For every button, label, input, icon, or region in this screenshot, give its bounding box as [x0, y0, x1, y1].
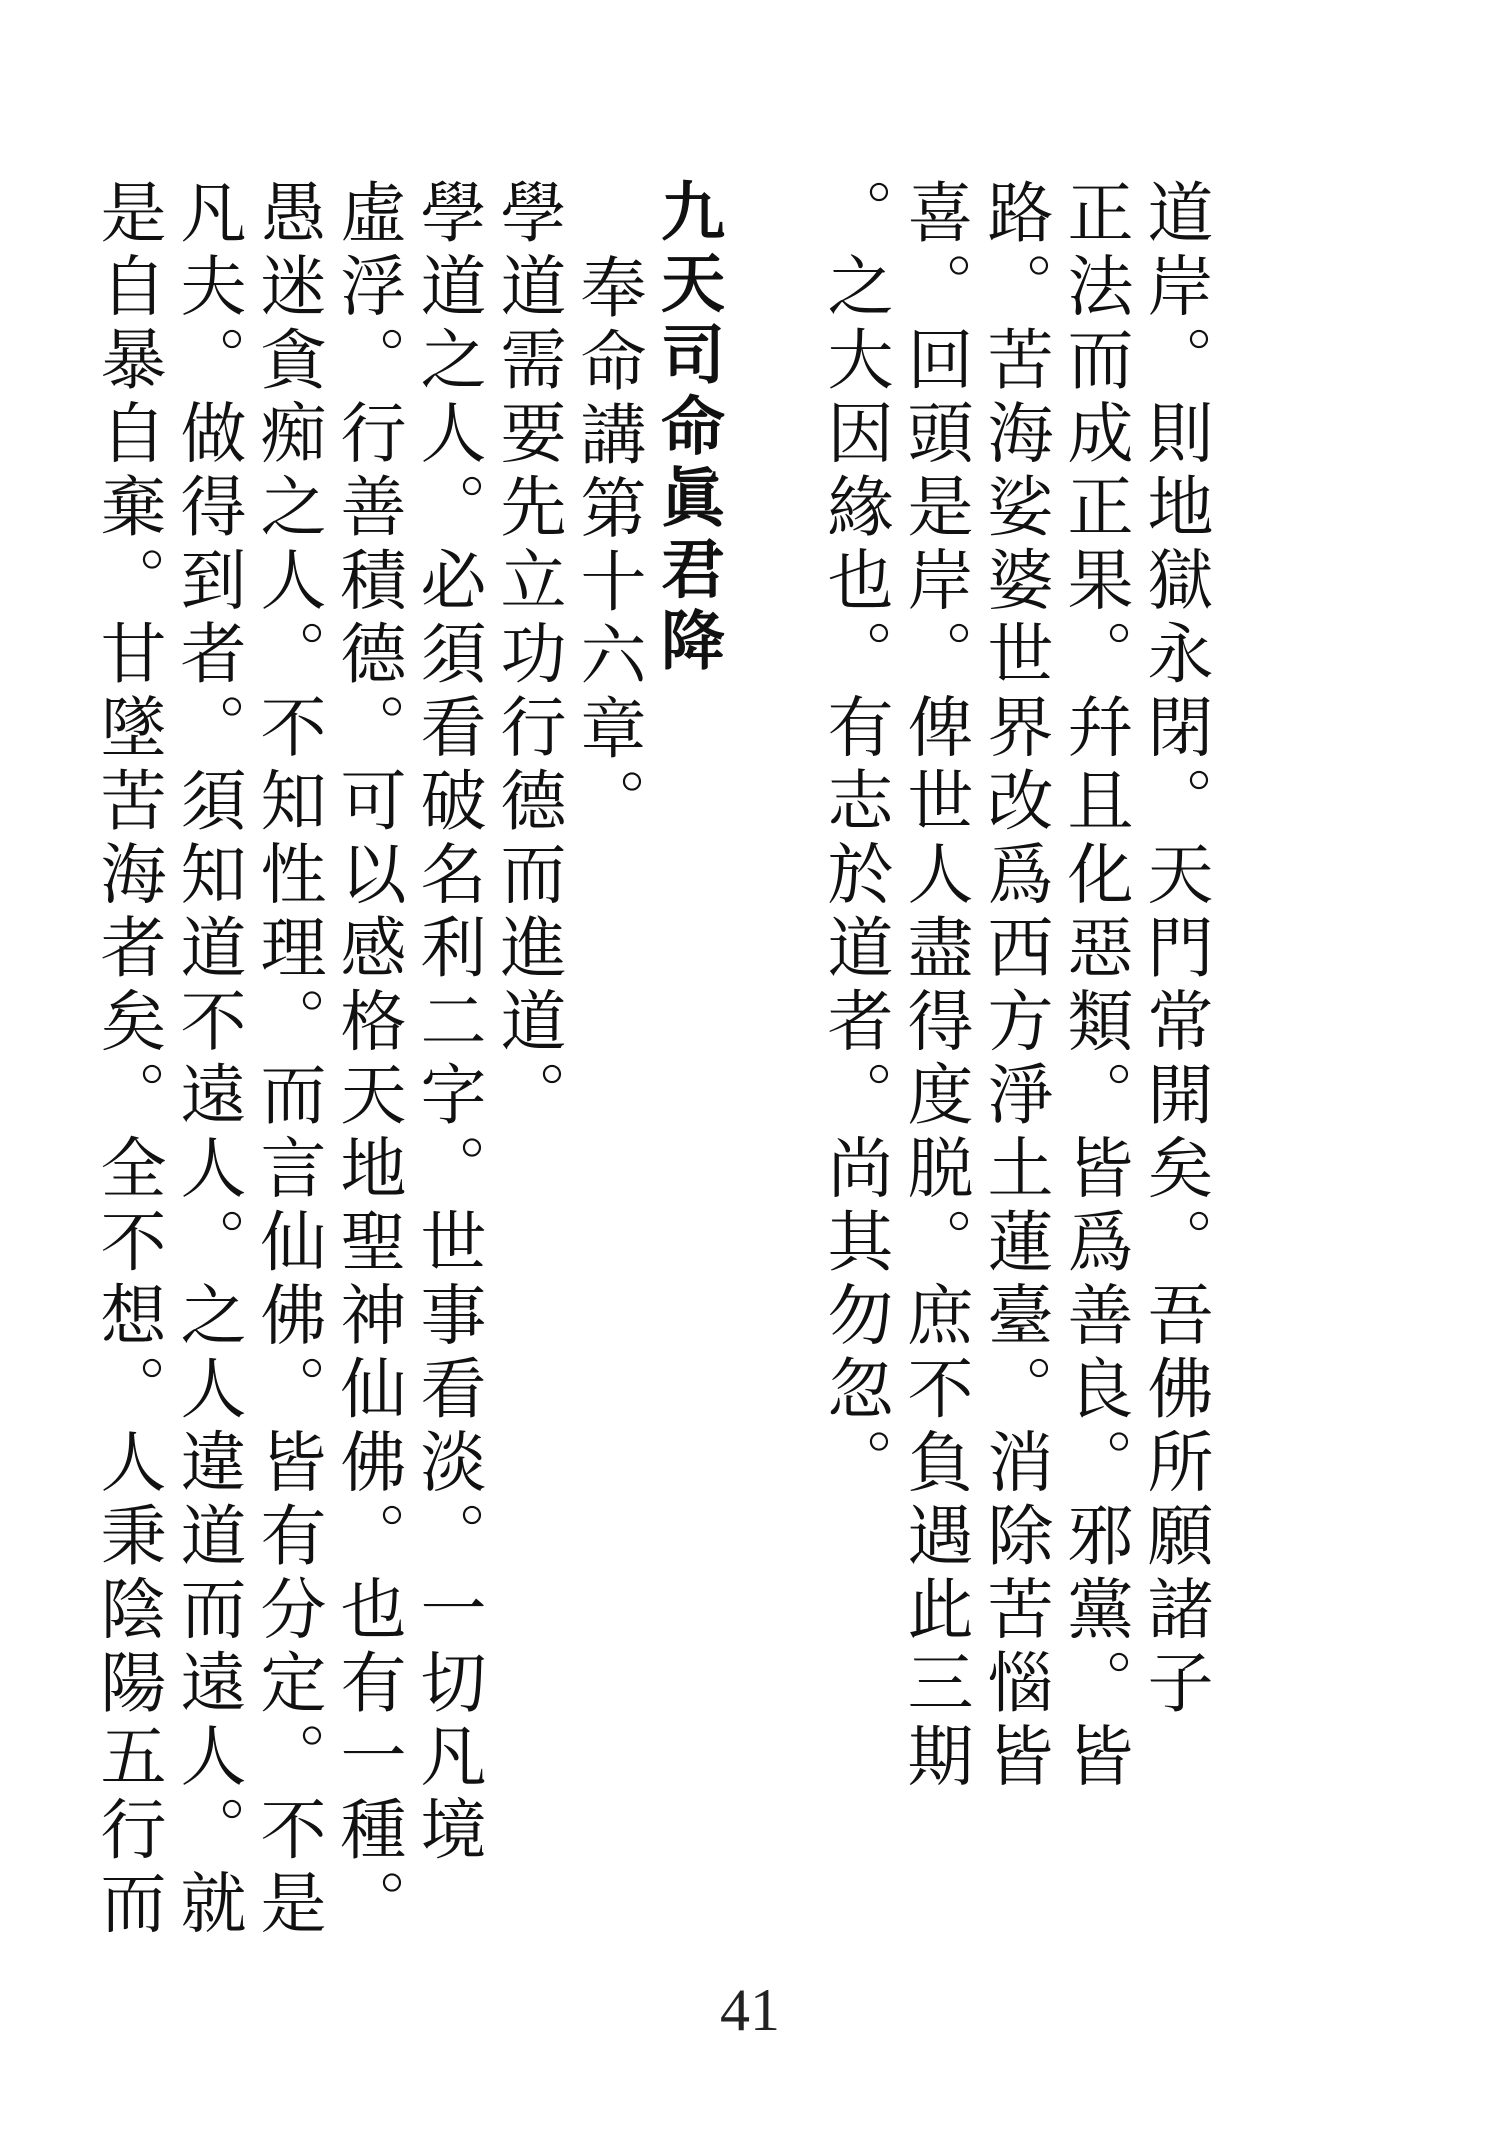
text-column-3: 路。苦海娑婆世界改爲西方淨土蓮臺。消除苦惱皆: [976, 178, 1053, 1795]
text-column-11: 是自暴自棄。甘墜苦海者矣。全不想。人秉陰陽五行而: [89, 178, 166, 1942]
text-column-6: 學道需要先立功行德而進道。: [489, 178, 566, 1134]
chapter-subtitle: 奉命講第十六章。: [569, 253, 646, 841]
text-column-10: 凡夫。做得到者。須知道不遠人。之人違道而遠人。就: [169, 178, 246, 1942]
text-column-2: 正法而成正果。幷且化惡類。皆爲善良。邪黨。皆: [1056, 178, 1133, 1795]
text-column-9: 愚迷貪痴之人。不知性理。而言仙佛。皆有分定。不是: [249, 178, 326, 1942]
text-column-1: 道岸。則地獄永閉。天門常開矣。吾佛所願諸子: [1136, 178, 1213, 1722]
page-number: 41: [720, 1977, 780, 2043]
text-column-8: 虛浮。行善積德。可以感格天地聖神仙佛。也有一種。: [329, 178, 406, 1942]
chapter-title: 九天司命眞君降: [650, 178, 724, 679]
text-column-5: 。之大因緣也。有志於道者。尚其勿忽。: [816, 178, 893, 1501]
text-column-7: 學道之人。必須看破名利二字。世事看淡。一切凡境: [409, 178, 486, 1869]
text-column-4: 喜。回頭是岸。俾世人盡得度脱。庶不負遇此三期: [896, 178, 973, 1795]
